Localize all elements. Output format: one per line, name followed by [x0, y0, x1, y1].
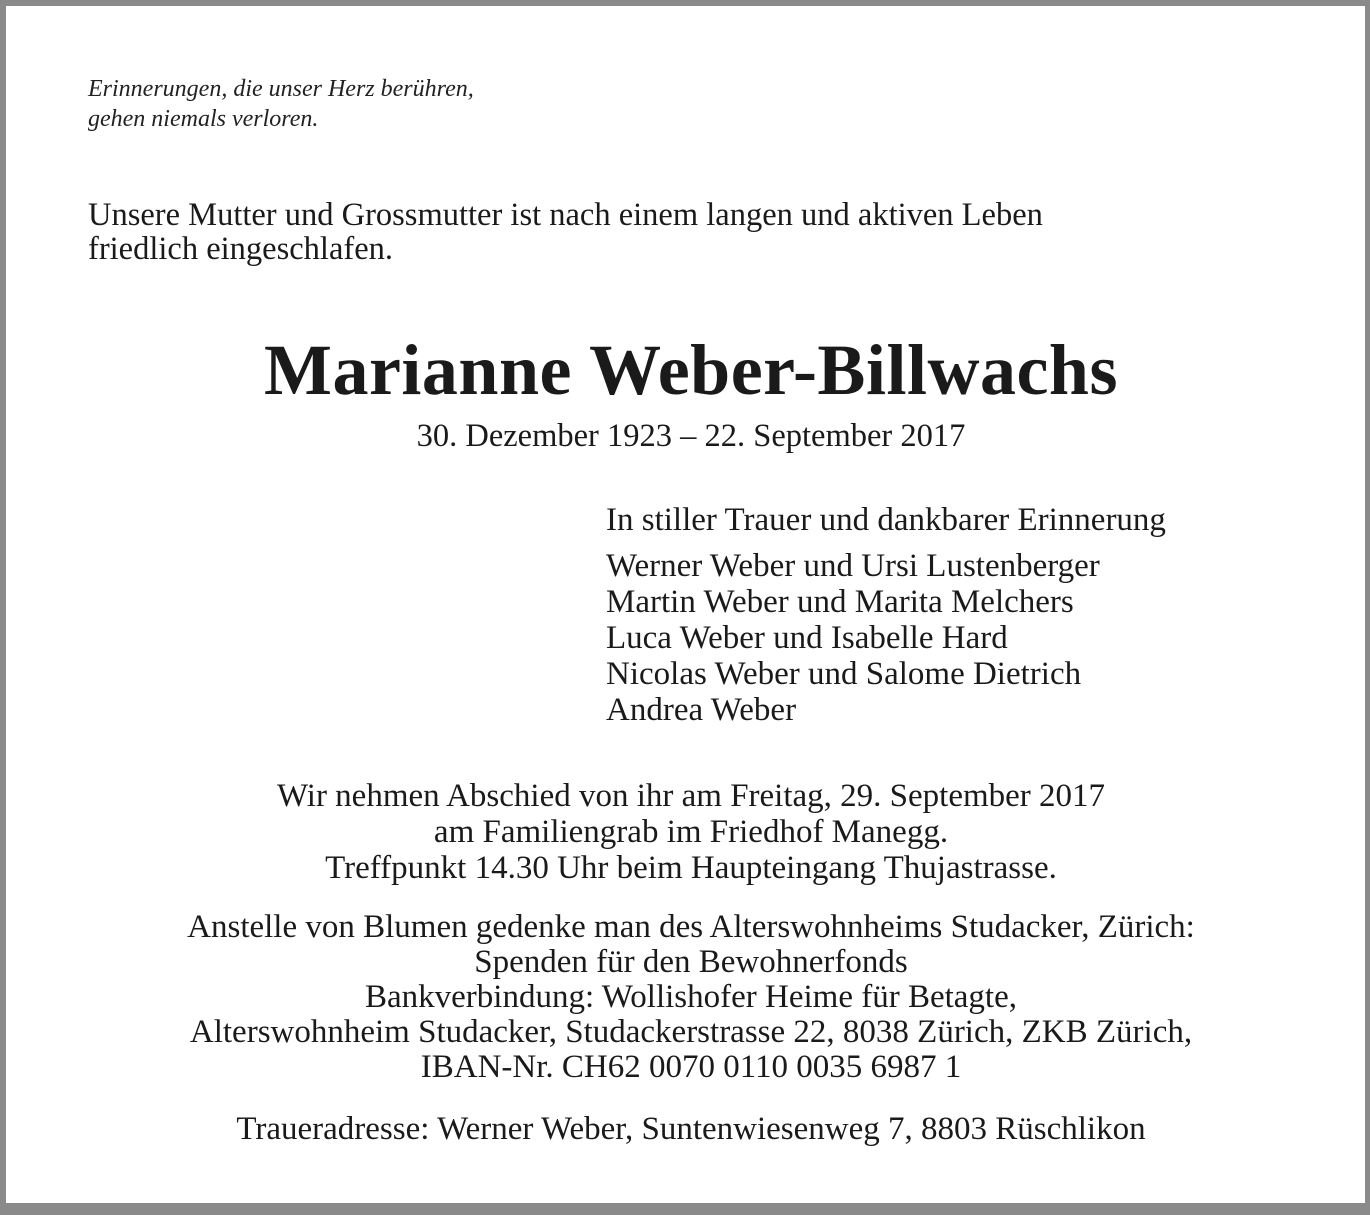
donation-line: Bankverbindung: Wollishofer Heime für Betagte,: [365, 979, 1017, 1015]
mourner-name: Luca Weber und Isabelle Hard: [606, 620, 1008, 656]
intro-text: [88, 198, 1308, 266]
donation-line: Spenden für den Bewohnerfonds: [474, 944, 908, 980]
intro-line: Unsere Mutter und Grossmutter ist nach einem langen und aktiven Leben: [88, 197, 1043, 233]
life-dates: 30. Dezember 1923 – 22. September 2017: [416, 418, 966, 454]
mourning-address: Traueradresse: Werner Weber, Suntenwiesenweg 7, 8803 Rüschlikon: [236, 1111, 1146, 1147]
donation-line: Alterswohnheim Studacker, Studackerstrasse 22, 8038 Zürich, ZKB Zürich,: [189, 1014, 1193, 1050]
farewell-notice: [6, 778, 1370, 886]
mourner-name: Martin Weber und Marita Melchers: [606, 584, 1074, 620]
motto-line: gehen niemals verloren.: [88, 106, 319, 132]
mourners-block: [606, 502, 1326, 728]
motto: [88, 74, 474, 134]
mourner-name: Werner Weber und Ursi Lustenberger: [606, 548, 1100, 584]
farewell-line: am Familiengrab im Friedhof Manegg.: [433, 814, 949, 850]
farewell-line: Treffpunkt 14.30 Uhr beim Haupteingang Thujastrasse.: [325, 850, 1057, 886]
mourner-name: Nicolas Weber und Salome Dietrich: [606, 656, 1082, 692]
farewell-line: Wir nehmen Abschied von ihr am Freitag, 29. September 2017: [276, 778, 1106, 814]
mourners-heading: In stiller Trauer und dankbarer Erinnerung: [606, 502, 1166, 538]
donation-line: Anstelle von Blumen gedenke man des Alterswohnheims Studacker, Zürich:: [187, 909, 1195, 945]
motto-line: Erinnerungen, die unser Herz berühren,: [88, 76, 474, 102]
intro-line: friedlich eingeschlafen.: [88, 231, 393, 267]
mourner-name: Andrea Weber: [606, 692, 797, 728]
iban-line: IBAN-Nr. CH62 0070 0110 0035 6987 1: [420, 1049, 962, 1085]
donation-notice: [6, 910, 1370, 1085]
deceased-name: Marianne Weber-Billwachs: [264, 330, 1118, 410]
